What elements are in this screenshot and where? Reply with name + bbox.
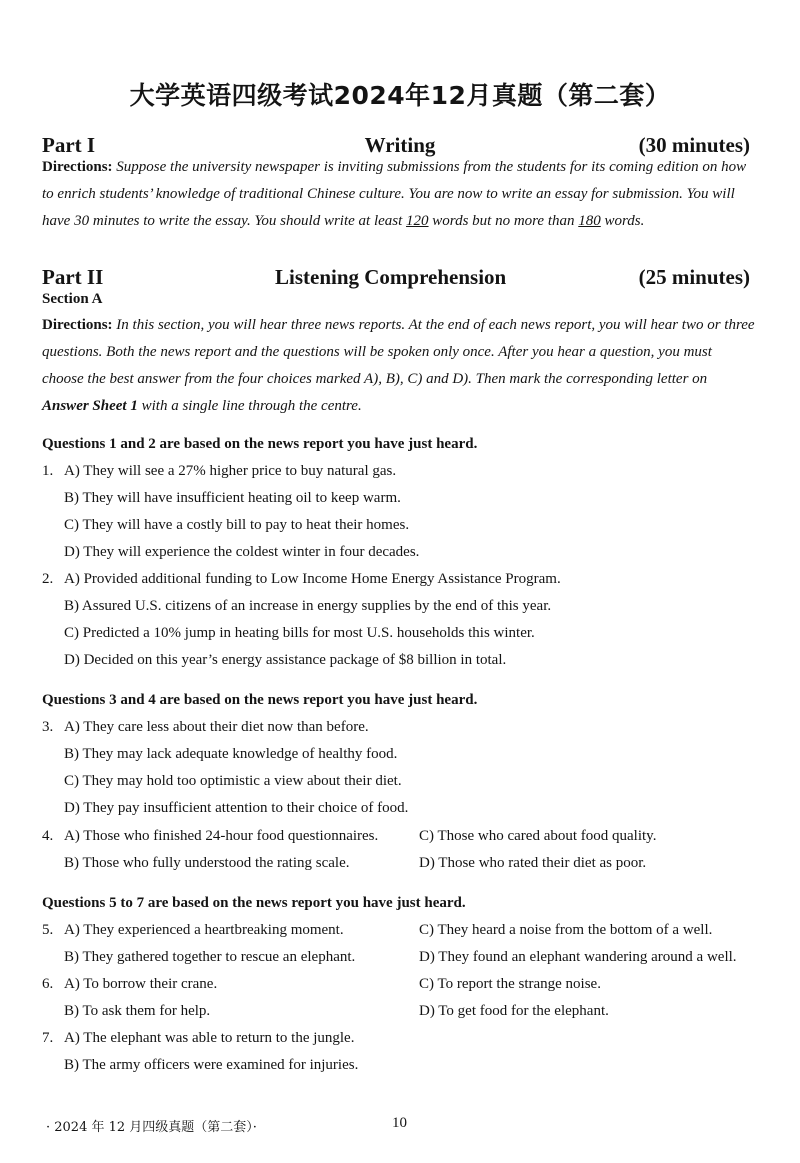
directions-text: Suppose the university newspaper is inviting submissions from the students for its coming edition on how to enrich students’ knowledge of traditional Chinese culture. You are now to write an essay for submission. You will have 30 minutes to write the essay. You should write at least [42,159,747,229]
part2-time: (25 minutes) [638,265,750,289]
answer-option: A) Those who finished 24-hour food questionnaires. [64,828,379,844]
min-words: 120 [406,213,429,229]
answer-option: A) Provided additional funding to Low Income Home Energy Assistance Program. [64,571,561,587]
part2-name: Listening Comprehension [275,265,507,289]
question-number: 3. [42,719,54,735]
max-words: 180 [578,213,601,229]
directions-text: words. [604,213,645,229]
question-number: 2. [42,571,54,587]
directions-text: words but no more than [432,213,575,229]
answer-option: C) Predicted a 10% jump in heating bills for most U.S. households this winter. [64,625,535,641]
question-group-heading: Questions 1 and 2 are based on the news report you have just heard. [42,436,478,452]
answer-option: C) They heard a noise from the bottom of a well. [419,922,713,938]
page-number: 10 [392,1115,407,1131]
directions-text: with a single line through the centre. [141,398,362,414]
answer-option: D) Those who rated their diet as poor. [419,855,647,871]
answer-option: C) To report the strange noise. [419,976,601,992]
question-number: 1. [42,463,54,479]
part1-directions [42,154,757,235]
page-title: 大学英语四级考试2024年12月真题（第二套） [129,81,671,110]
answer-option: C) They may hold too optimistic a view about their diet. [64,773,402,789]
answer-option: A) To borrow their crane. [64,976,218,992]
answer-option: A) The elephant was able to return to the jungle. [64,1030,355,1046]
question-number: 5. [42,922,54,938]
answer-option: B) They will have insufficient heating oil to keep warm. [64,490,401,506]
part2-directions [42,312,757,420]
answer-option: B) Those who fully understood the rating scale. [64,855,350,871]
answer-option: B) The army officers were examined for injuries. [64,1057,359,1073]
answer-option: A) They will see a 27% higher price to buy natural gas. [64,463,397,479]
answer-option: B) They gathered together to rescue an elephant. [64,949,356,965]
question-number: 4. [42,828,54,844]
question-number: 7. [42,1030,54,1046]
answer-option: B) Assured U.S. citizens of an increase in energy supplies by the end of this year. [64,598,552,614]
part1-name: Writing [364,133,436,157]
answer-option: D) To get food for the elephant. [419,1003,609,1019]
answer-option: C) They will have a costly bill to pay to heat their homes. [64,517,410,533]
answer-option: A) They care less about their diet now than before. [64,719,369,735]
answer-sheet-label: Answer Sheet 1 [42,398,138,414]
question-number: 6. [42,976,54,992]
section-label: Section A [42,291,103,307]
part1-time: (30 minutes) [638,133,750,157]
answer-option: D) They will experience the coldest winter in four decades. [64,544,420,560]
footer-exam-label: · 2024 年 12 月四级真题（第二套）· [46,1120,257,1135]
directions-label: Directions: [42,159,113,175]
answer-option: C) Those who cared about food quality. [419,828,657,844]
answer-option: B) They may lack adequate knowledge of healthy food. [64,746,398,762]
directions-text: In this section, you will hear three news reports. At the end of each news report, you will hear two or three questions. Both the news report and the questions will be spoken only once. After you hear a question, you must choose the best answer from the four choices marked A), B), C) and D). Then mark the corresponding letter on [42,317,755,387]
answer-option: A) They experienced a heartbreaking moment. [64,922,344,938]
directions-label: Directions: [42,317,113,333]
answer-option: D) They pay insufficient attention to their choice of food. [64,800,409,816]
question-group-heading: Questions 3 and 4 are based on the news report you have just heard. [42,692,478,708]
answer-option: B) To ask them for help. [64,1003,211,1019]
question-group-heading: Questions 5 to 7 are based on the news report you have just heard. [42,895,466,911]
part1-label: Part I [42,133,96,157]
part2-label: Part II [42,265,104,289]
answer-option: D) Decided on this year’s energy assistance package of $8 billion in total. [64,652,507,668]
answer-option: D) They found an elephant wandering around a well. [419,949,737,965]
